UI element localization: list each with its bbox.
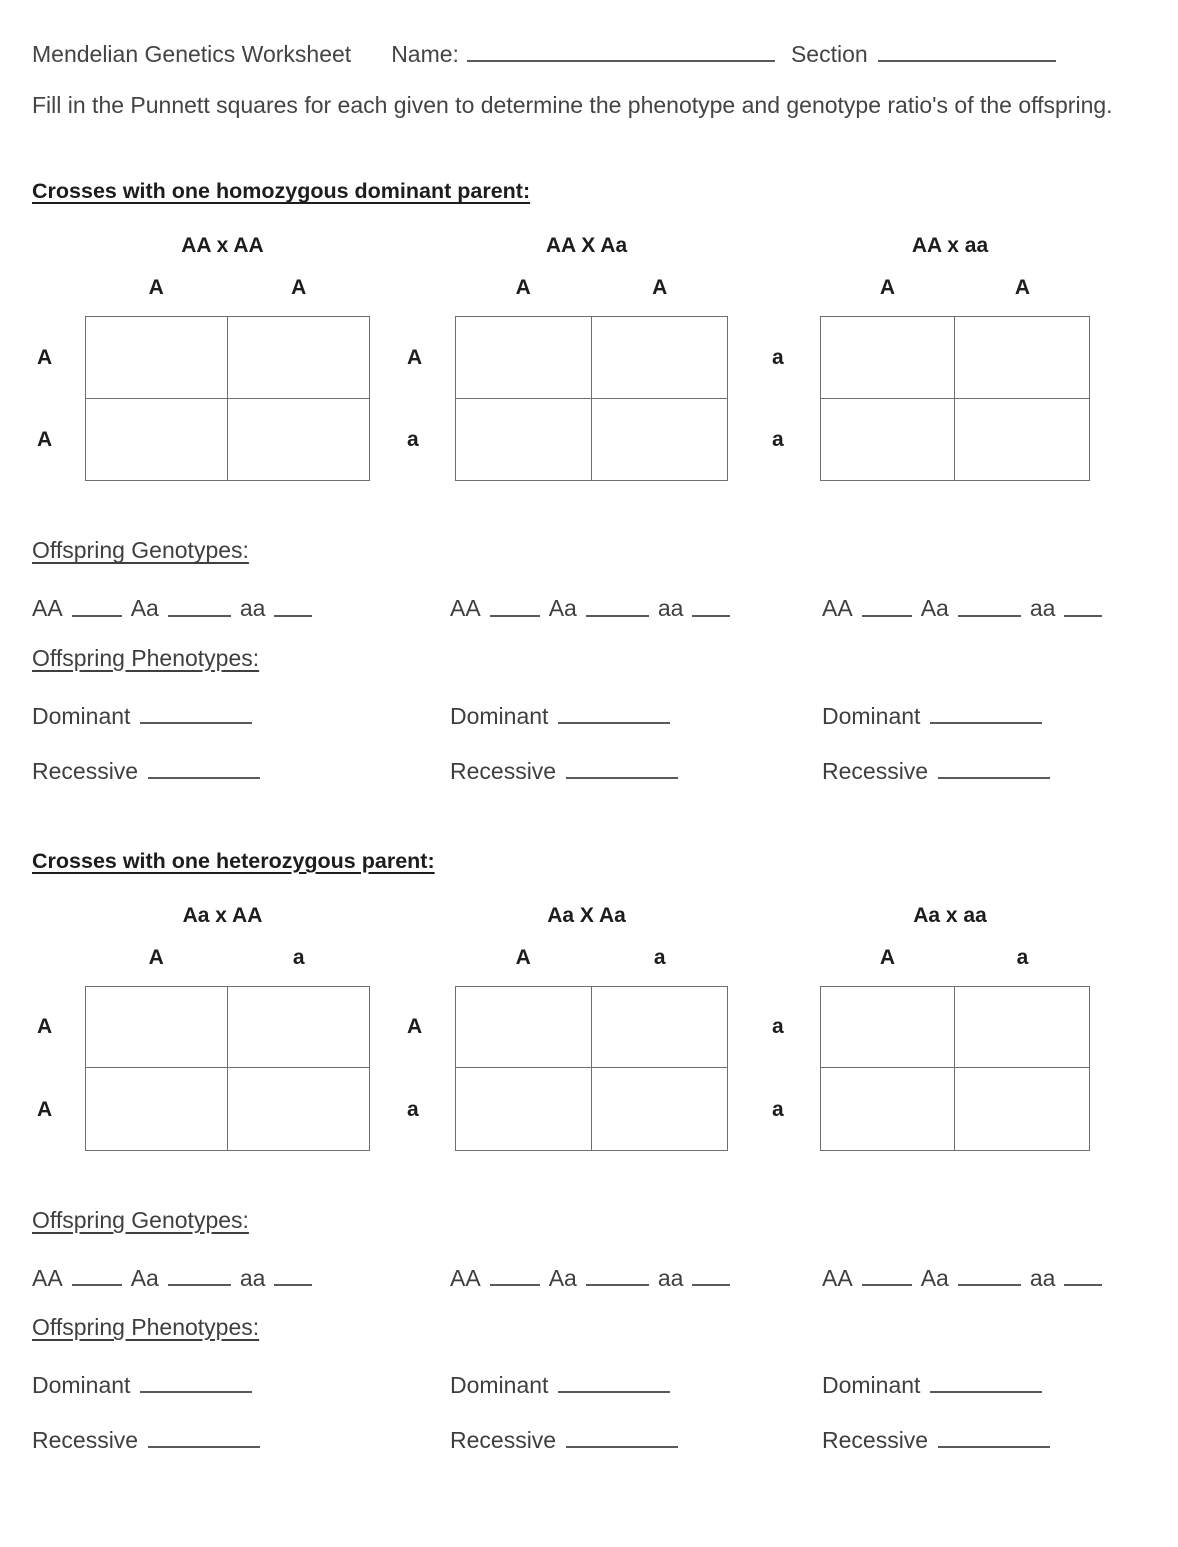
column-allele: A xyxy=(1014,276,1031,300)
punnett-cell xyxy=(86,317,228,399)
genotype-blank xyxy=(168,590,231,616)
dominant-line xyxy=(813,698,1148,730)
punnett-cell xyxy=(955,987,1089,1069)
row-allele: A xyxy=(407,345,423,369)
genotype-label-AA: AA xyxy=(32,1264,63,1291)
punnett-grid xyxy=(820,316,1090,481)
section-blank-line xyxy=(878,36,1056,62)
grid-wrap xyxy=(405,986,728,1151)
punnett-cell xyxy=(86,987,228,1069)
section-label: Section xyxy=(790,41,868,68)
cross-title: Aa x AA xyxy=(182,903,263,927)
header xyxy=(32,36,1148,68)
genotype-label-aa: aa xyxy=(1029,1264,1056,1291)
recessive-line xyxy=(450,1422,813,1454)
row-headers xyxy=(405,316,455,481)
punnett-cell xyxy=(955,1068,1089,1150)
column-allele: a xyxy=(292,945,305,969)
punnett-grid xyxy=(85,316,370,481)
genotype-blank xyxy=(958,590,1021,616)
row-headers xyxy=(405,986,455,1151)
genotype-blank xyxy=(862,1260,912,1286)
instructions-text: Fill in the Punnett squares for each given to determine the phenotype and genotype ratio's of the offspring. xyxy=(32,92,1113,119)
grid-wrap xyxy=(35,316,370,481)
column-allele: a xyxy=(1016,945,1029,969)
punnett-cell xyxy=(456,399,592,481)
genotype-label-Aa: Aa xyxy=(920,595,949,622)
genotype-blank xyxy=(692,590,730,616)
genotype-label-AA: AA xyxy=(450,1264,481,1291)
genotype-label-Aa: Aa xyxy=(130,595,159,622)
punnett-cell xyxy=(821,1068,955,1150)
genotype-blank xyxy=(586,590,649,616)
punnett-cell xyxy=(592,1068,728,1150)
punnett-grid xyxy=(85,986,370,1151)
column-allele: A xyxy=(148,276,164,300)
genotype-line xyxy=(32,1260,450,1292)
punnett-cell xyxy=(955,399,1089,481)
dominant-blank xyxy=(140,1367,252,1393)
column-allele: A xyxy=(291,276,307,300)
genotype-blank xyxy=(274,1260,312,1286)
recessive-line xyxy=(450,753,813,785)
punnett-block xyxy=(35,904,370,1151)
genotype-line xyxy=(32,590,450,622)
genotype-line xyxy=(813,1260,1148,1292)
column-allele: A xyxy=(515,945,531,969)
punnett-block xyxy=(770,904,1090,1151)
cross-title: AA x aa xyxy=(911,234,989,258)
section-heading-homozygous: Crosses with one homozygous dominant parent: xyxy=(32,179,531,204)
recessive-blanks-row xyxy=(32,1422,1148,1454)
recessive-blank xyxy=(148,753,260,779)
name-blank-line xyxy=(467,36,775,62)
genotype-blank xyxy=(274,590,312,616)
row-allele: A xyxy=(407,1015,423,1039)
genotype-line xyxy=(450,590,813,622)
column-headers xyxy=(455,946,728,970)
dominant-blank xyxy=(930,1367,1042,1393)
genotype-label-aa: aa xyxy=(1029,595,1056,622)
dominant-label: Dominant xyxy=(450,1372,549,1399)
genotype-label-AA: AA xyxy=(822,1264,853,1291)
genotype-blank xyxy=(958,1260,1021,1286)
genotype-label-aa: aa xyxy=(239,595,266,622)
punnett-cell xyxy=(592,317,728,399)
genotype-label-AA: AA xyxy=(450,595,481,622)
genotype-label-aa: aa xyxy=(657,1264,684,1291)
genotype-label-aa: aa xyxy=(657,595,684,622)
punnett-block xyxy=(35,234,370,481)
punnett-cell xyxy=(86,1068,228,1150)
name-label: Name: xyxy=(391,41,459,68)
recessive-blanks-row xyxy=(32,753,1148,785)
recessive-blank xyxy=(938,1422,1050,1448)
punnett-cell xyxy=(228,987,370,1069)
dominant-blank xyxy=(930,698,1042,724)
column-headers xyxy=(85,946,370,970)
genotype-blank xyxy=(72,1260,122,1286)
recessive-blank xyxy=(566,753,678,779)
offspring-phenotypes-heading: Offspring Phenotypes: xyxy=(32,1313,260,1340)
punnett-grid xyxy=(820,986,1090,1151)
genotype-line xyxy=(450,1260,813,1292)
genotype-blank xyxy=(1064,590,1102,616)
punnett-cell xyxy=(86,399,228,481)
section-heading-heterozygous: Crosses with one heterozygous parent: xyxy=(32,848,435,873)
recessive-blank xyxy=(148,1422,260,1448)
dominant-blank xyxy=(558,1367,670,1393)
dominant-line xyxy=(450,1367,813,1399)
genotype-label-Aa: Aa xyxy=(548,595,577,622)
offspring-phenotypes-heading: Offspring Phenotypes: xyxy=(32,644,260,671)
genotype-blank xyxy=(862,590,912,616)
recessive-label: Recessive xyxy=(32,1427,139,1454)
genotype-label-Aa: Aa xyxy=(130,1264,159,1291)
punnett-cell xyxy=(592,987,728,1069)
cross-title: Aa X Aa xyxy=(547,903,626,927)
recessive-label: Recessive xyxy=(822,1427,929,1454)
grid-wrap xyxy=(35,986,370,1151)
grid-wrap xyxy=(405,316,728,481)
genotype-blank xyxy=(72,590,122,616)
column-headers xyxy=(85,276,370,300)
recessive-blank xyxy=(566,1422,678,1448)
dominant-line xyxy=(32,698,450,730)
punnett-block xyxy=(770,234,1090,481)
row-headers xyxy=(770,316,820,481)
grid-wrap xyxy=(770,986,1090,1151)
row-allele: a xyxy=(772,1097,784,1121)
column-allele: A xyxy=(148,945,164,969)
genotype-blank xyxy=(168,1260,231,1286)
punnett-cell xyxy=(456,987,592,1069)
dominant-blanks-row xyxy=(32,1367,1148,1399)
row-allele: a xyxy=(407,1097,419,1121)
row-allele: a xyxy=(772,428,784,452)
row-allele: A xyxy=(37,345,53,369)
punnett-cell xyxy=(821,317,955,399)
recessive-label: Recessive xyxy=(822,757,929,784)
row-allele: a xyxy=(407,428,419,452)
punnett-cell xyxy=(228,317,370,399)
dominant-label: Dominant xyxy=(822,702,921,729)
punnett-cell xyxy=(592,399,728,481)
dominant-label: Dominant xyxy=(450,702,549,729)
genotype-blanks-row xyxy=(32,590,1148,622)
cross-title: AA x AA xyxy=(181,234,264,258)
dominant-line xyxy=(32,1367,450,1399)
row-allele: a xyxy=(772,1015,784,1039)
punnett-cell xyxy=(955,317,1089,399)
dominant-blank xyxy=(140,698,252,724)
recessive-blank xyxy=(938,753,1050,779)
row-allele: A xyxy=(37,428,53,452)
dominant-line xyxy=(450,698,813,730)
genotype-label-Aa: Aa xyxy=(920,1264,949,1291)
genotype-label-AA: AA xyxy=(32,595,63,622)
punnett-cell xyxy=(228,1068,370,1150)
row-headers xyxy=(770,986,820,1151)
punnett-cell xyxy=(821,399,955,481)
genotype-line xyxy=(813,590,1148,622)
genotype-blanks-row xyxy=(32,1260,1148,1292)
column-headers xyxy=(820,946,1090,970)
recessive-line xyxy=(32,1422,450,1454)
recessive-label: Recessive xyxy=(32,757,139,784)
column-allele: A xyxy=(652,276,668,300)
punnett-cell xyxy=(821,987,955,1069)
punnett-cell xyxy=(456,317,592,399)
recessive-line xyxy=(813,1422,1148,1454)
cross-title: AA X Aa xyxy=(545,234,628,258)
genotype-label-AA: AA xyxy=(822,595,853,622)
recessive-label: Recessive xyxy=(450,1427,557,1454)
punnett-cell xyxy=(456,1068,592,1150)
punnett-grid xyxy=(455,986,728,1151)
offspring-genotypes-heading: Offspring Genotypes: xyxy=(32,537,249,564)
column-allele: A xyxy=(515,276,531,300)
dominant-label: Dominant xyxy=(32,702,131,729)
genotype-blank xyxy=(490,590,540,616)
punnett-block xyxy=(405,904,728,1151)
row-allele: A xyxy=(37,1015,53,1039)
dominant-blank xyxy=(558,698,670,724)
dominant-line xyxy=(813,1367,1148,1399)
column-headers xyxy=(820,276,1090,300)
punnett-row-2 xyxy=(32,904,1148,1151)
punnett-cell xyxy=(228,399,370,481)
genotype-label-Aa: Aa xyxy=(548,1264,577,1291)
page-title: Mendelian Genetics Worksheet xyxy=(32,41,352,68)
row-allele: A xyxy=(37,1097,53,1121)
dominant-blanks-row xyxy=(32,698,1148,730)
genotype-blank xyxy=(1064,1260,1102,1286)
grid-wrap xyxy=(770,316,1090,481)
recessive-line xyxy=(32,753,450,785)
cross-title: Aa x aa xyxy=(913,903,987,927)
genotype-blank xyxy=(490,1260,540,1286)
genotype-blank xyxy=(586,1260,649,1286)
recessive-label: Recessive xyxy=(450,757,557,784)
genotype-label-aa: aa xyxy=(239,1264,266,1291)
offspring-genotypes-heading: Offspring Genotypes: xyxy=(32,1206,249,1233)
column-headers xyxy=(455,276,728,300)
column-allele: A xyxy=(879,276,896,300)
row-headers xyxy=(35,316,85,481)
row-allele: a xyxy=(772,345,784,369)
dominant-label: Dominant xyxy=(822,1372,921,1399)
punnett-row-1 xyxy=(32,234,1148,481)
column-allele: a xyxy=(653,945,666,969)
recessive-line xyxy=(813,753,1148,785)
column-allele: A xyxy=(879,945,896,969)
punnett-grid xyxy=(455,316,728,481)
punnett-block xyxy=(405,234,728,481)
genotype-blank xyxy=(692,1260,730,1286)
dominant-label: Dominant xyxy=(32,1372,131,1399)
row-headers xyxy=(35,986,85,1151)
